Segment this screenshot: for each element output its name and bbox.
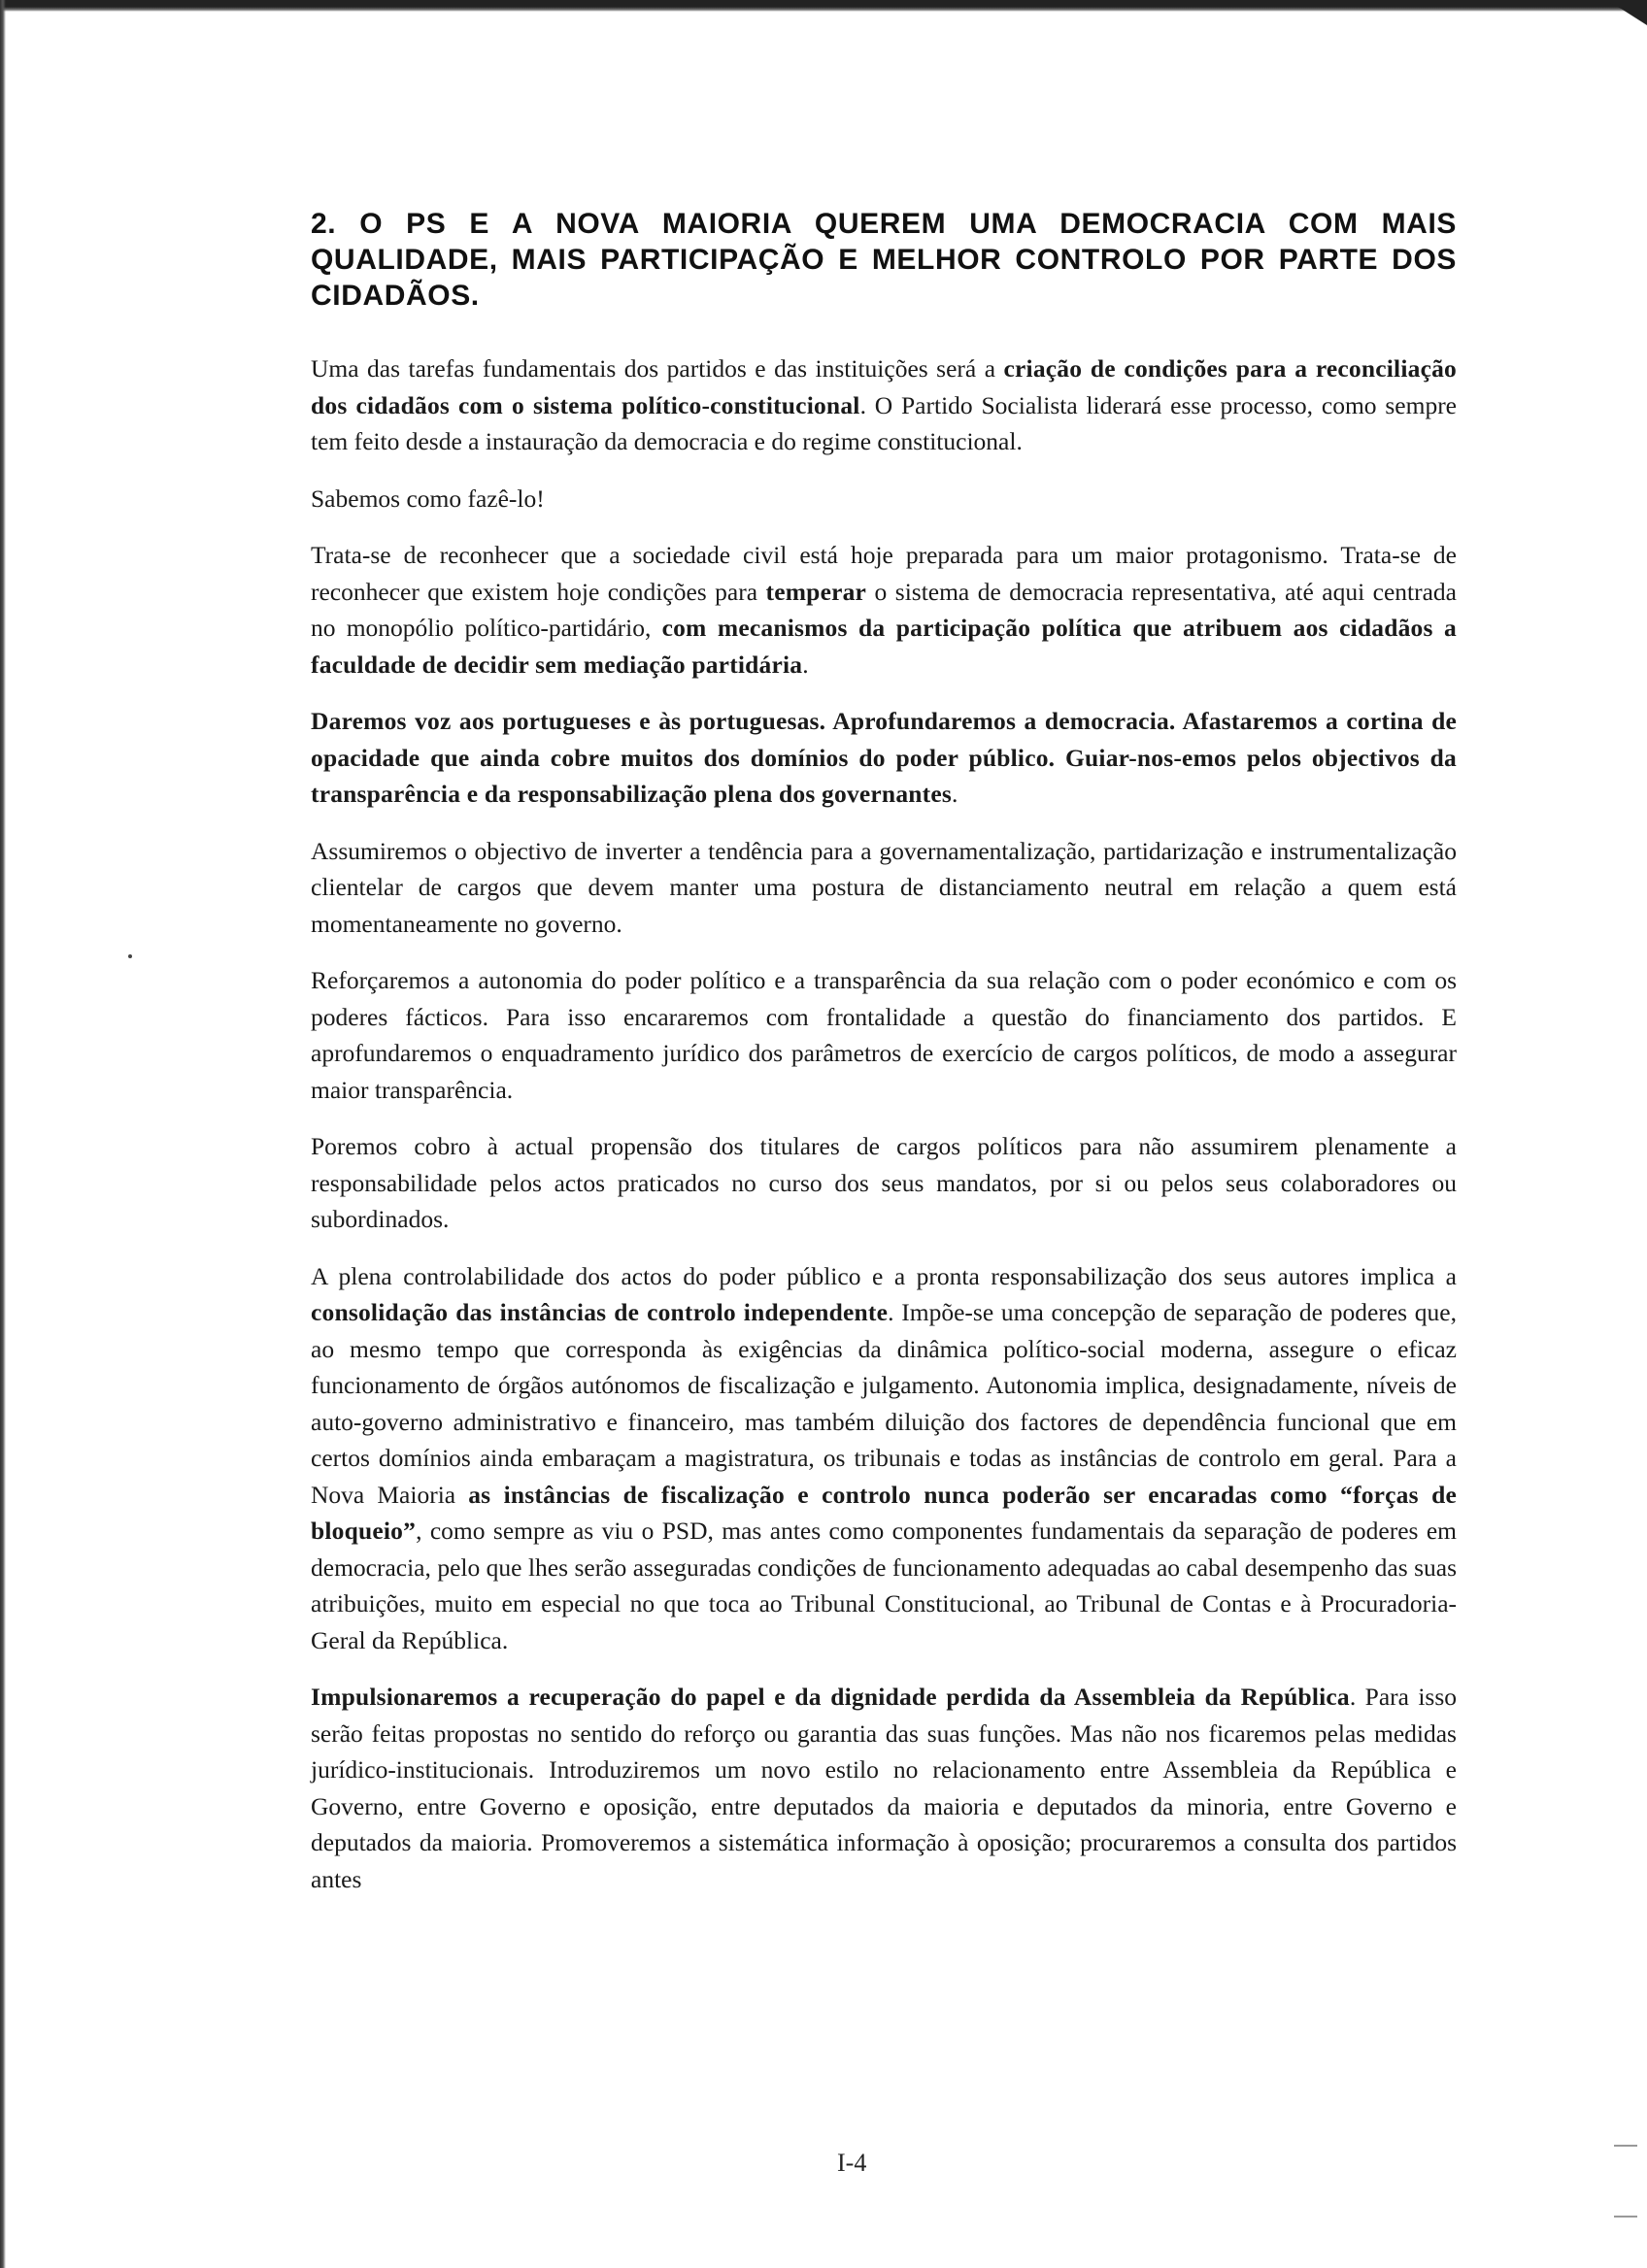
bold-text: Daremos voz aos portugueses e às portuguesas. Aprofundaremos a democracia. Afastaremos a cortina de opacidade que ainda cobre muitos dos domínios do poder público. Guiar-nos-emos pelos objectivos da transparência e da responsabilização plena dos governantes <box>311 707 1457 808</box>
scan-edge-mark <box>1614 2216 1637 2218</box>
text-run: . <box>951 780 958 808</box>
text-run: Poremos cobro à actual propensão dos titulares de cargos políticos para não assumirem plenamente a responsabilidade pelos actos praticados no curso dos seus mandatos, por si ou pelos seus colaboradores ou subordinados. <box>311 1132 1457 1233</box>
scan-edge-mark <box>1614 2145 1637 2147</box>
page-content <box>311 206 1457 1918</box>
paragraph <box>311 1258 1457 1659</box>
text-run: o sistema de democracia representativa, até aqui centrada no monopólio político-partidário, <box>311 577 1457 642</box>
text-run: Trata-se de reconhecer que a sociedade civil está hoje preparada para um maior protagonismo. Trata-se de reconhecer que existem hoje condições para <box>311 541 1457 606</box>
paragraph <box>311 350 1457 460</box>
text-run: . Para isso serão feitas propostas no sentido do reforço ou garantia das suas funções. Mas não nos ficaremos pelas medidas jurídico-institucionais. Introduziremos um novo estilo no relacionamento entre Assembleia da República e Governo, entre Governo e oposição, entre deputados da maioria e deputados da minoria, entre Governo e deputados da maioria. Promoveremos a sistemática informação à oposição; procuraremos a consulta dos partidos antes <box>311 1683 1457 1893</box>
text-run: A plena controlabilidade dos actos do poder público e a pronta responsabilização dos seus autores implica a <box>311 1261 1457 1290</box>
scan-speck <box>128 954 132 958</box>
bold-text: Impulsionaremos a recuperação do papel e da dignidade perdida da Assembleia da República <box>311 1683 1350 1711</box>
text-run: . Impõe-se uma concepção de separação de poderes que, ao mesmo tempo que corresponda às exigências da dinâmica político-social moderna, assegure o eficaz funcionamento de órgãos autónomos de fiscalização e julgamento. Autonomia implica, designadamente, níveis de auto-governo administrativo e financeiro, mas também diluição dos factores de dependência funcional que em certos domínios ainda embaraçam a magistratura, os tribunais e todas as instâncias de controlo em geral. Para a Nova Maioria <box>311 1298 1457 1509</box>
text-run: Uma das tarefas fundamentais dos partidos e das instituições será a <box>311 354 1004 383</box>
paragraph <box>311 703 1457 813</box>
text-run: , como sempre as viu o PSD, mas antes como componentes fundamentais da separação de poderes em democracia, pelo que lhes serão asseguradas condições de funcionamento adequadas ao cabal desempenho das suas atribuições, muito em especial no que toca ao Tribunal Constitucional, ao Tribunal de Contas e à Procuradoria-Geral da República. <box>311 1517 1457 1654</box>
text-run: . O Partido Socialista liderará esse processo, como sempre tem feito desde a instauração da democracia e do regime constitucional. <box>311 390 1457 455</box>
bold-text: temperar <box>765 577 867 606</box>
section-heading: 2. O PS E A NOVA MAIORIA QUEREM UMA DEMOCRACIA COM MAIS QUALIDADE, MAIS PARTICIPAÇÃO E MELHOR CONTROLO POR PARTE DOS CIDADÃOS. <box>311 208 1457 312</box>
text-run: Assumiremos o objectivo de inverter a tendência para a governamentalização, partidarização e instrumentalização clientelar de cargos que devem manter uma postura de distanciamento neutral em relação a quem está momentaneamente no governo. <box>311 836 1457 938</box>
bold-text: criação de condições para a reconciliação dos cidadãos com o sistema político-constitucional <box>311 354 1457 419</box>
bold-text: com mecanismos da participação política que atribuem aos cidadãos a faculdade de decidir sem mediação partidária <box>311 614 1457 679</box>
paragraph <box>311 833 1457 943</box>
paragraph <box>311 537 1457 683</box>
text-run: . <box>802 650 809 679</box>
body-text <box>311 350 1457 1897</box>
paragraph <box>311 962 1457 1108</box>
bold-text: as instâncias de fiscalização e controlo nunca poderão ser encaradas como “forças de bloqueio” <box>311 1480 1457 1545</box>
paragraph <box>311 1128 1457 1238</box>
paragraph <box>311 1679 1457 1897</box>
page-number: I-4 <box>837 2149 867 2177</box>
text-run: Sabemos como fazê-lo! <box>311 484 545 513</box>
scan-border-top <box>0 0 1647 12</box>
text-run: Reforçaremos a autonomia do poder político e a transparência da sua relação com o poder económico e com os poderes fácticos. Para isso encararemos com frontalidade a questão do financiamento dos partidos. E aprofundaremos o enquadramento jurídico dos parâmetros de exercício de cargos políticos, de modo a assegurar maior transparência. <box>311 966 1457 1104</box>
scan-border-left <box>0 0 6 2268</box>
paragraph <box>311 481 1457 517</box>
bold-text: consolidação das instâncias de controlo independente <box>311 1298 889 1326</box>
